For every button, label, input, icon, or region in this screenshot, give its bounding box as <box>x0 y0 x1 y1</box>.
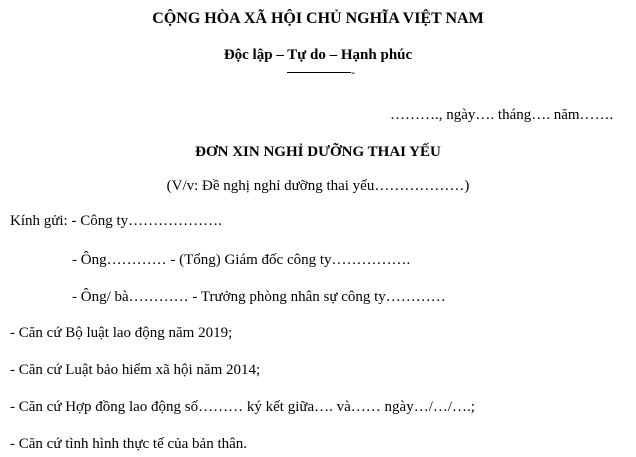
recipients-lead: Kính gửi: <box>10 213 68 229</box>
recipient-director: - Ông………… - (Tổng) Giám đốc công ty……………. <box>72 252 411 268</box>
document-title: ĐƠN XIN NGHỈ DƯỠNG THAI YẾU <box>195 144 441 160</box>
recipients-block <box>10 212 222 230</box>
motto-underline <box>287 72 351 73</box>
motto: Độc lập – Tự do – Hạnh phúc <box>223 47 413 63</box>
date-line: ………., ngày…. tháng…. năm……. <box>390 107 614 123</box>
motto-underline-tail: - <box>351 65 355 79</box>
basis-labor-contract: - Căn cứ Hợp đồng lao động số……… ký kết giữa…. và…… ngày…/…/….; <box>10 399 475 415</box>
national-title: CỘNG HÒA XÃ HỘI CHỦ NGHĨA VIỆT NAM <box>152 10 484 27</box>
recipient-hr-manager: - Ông/ bà………… - Trưởng phòng nhân sự công ty………… <box>72 289 446 305</box>
recipient-company: - Công ty………………. <box>71 213 222 229</box>
subject-line: (V/v: Đề nghị nghỉ dưỡng thai yếu………………) <box>166 178 470 194</box>
basis-social-insurance-law: - Căn cứ Luật bảo hiểm xã hội năm 2014; <box>10 362 261 378</box>
basis-labor-code: - Căn cứ Bộ luật lao động năm 2019; <box>10 325 233 341</box>
basis-personal-situation: - Căn cứ tình hình thực tế của bản thân. <box>10 436 248 452</box>
